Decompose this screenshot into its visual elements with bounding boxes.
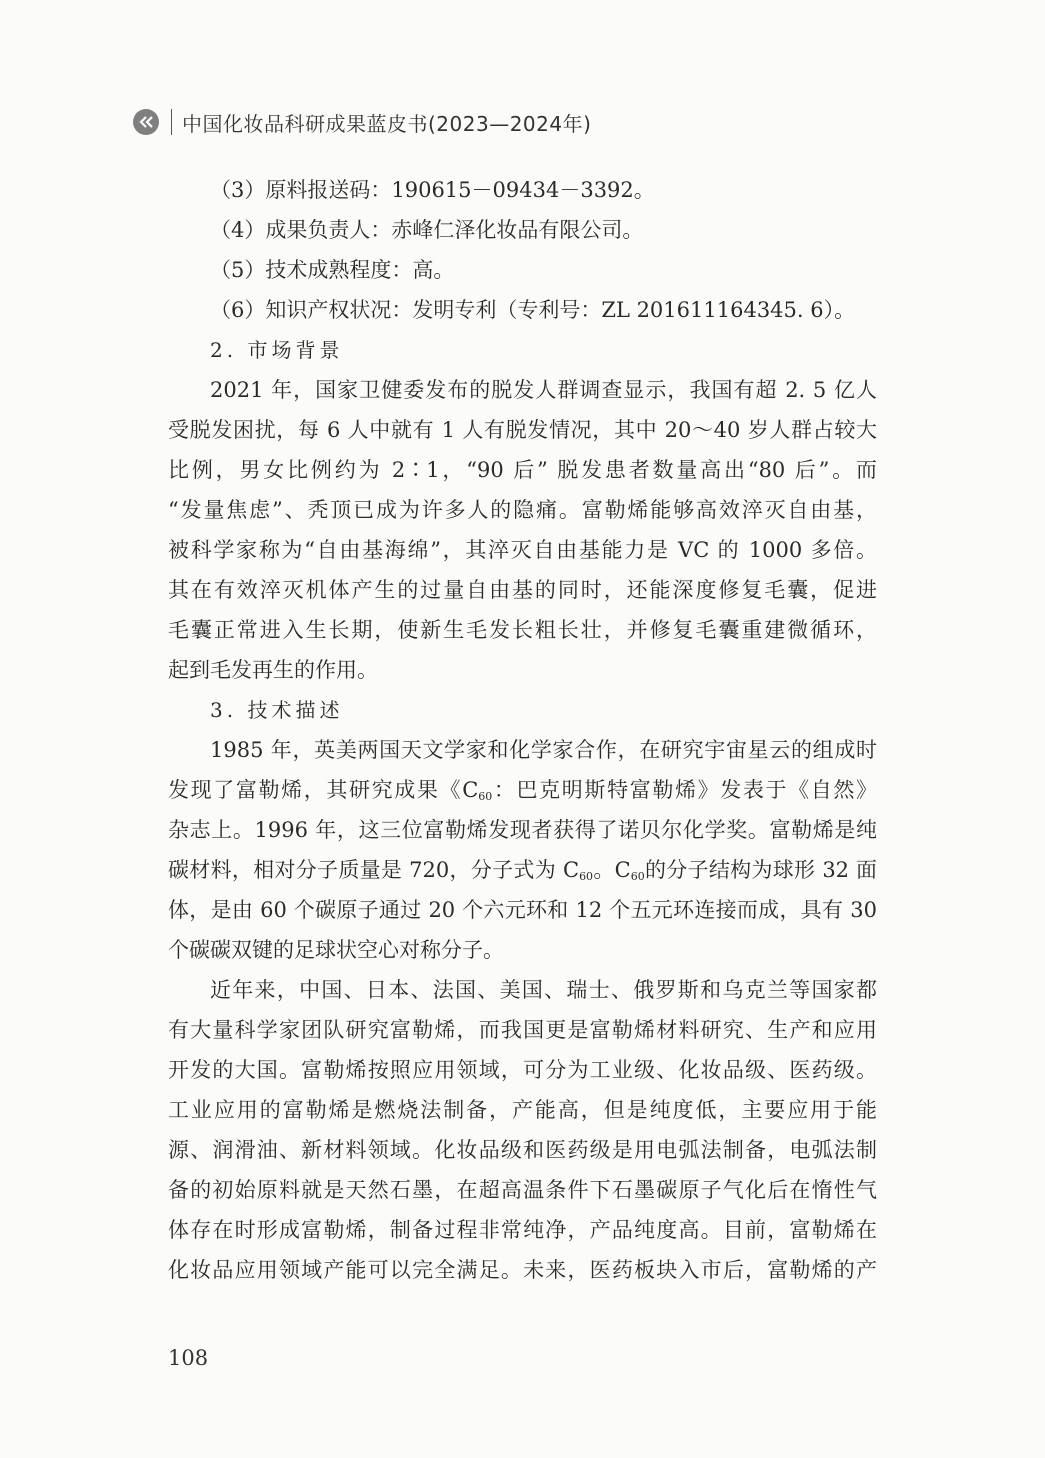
paragraph-line: 毛囊正常进入生长期，使新生毛发长粗长壮，并修复毛囊重建微循环， — [168, 618, 877, 642]
paragraph-line: 化妆品应用领域产能可以完全满足。未来，医药板块入市后，富勒烯的产 — [168, 1258, 877, 1282]
list-item-3: （3）原料报送码：190615－09434－3392。 — [210, 178, 655, 202]
paragraph-line: 有大量科学家团队研究富勒烯，而我国更是富勒烯材料研究、生产和应用 — [168, 1018, 877, 1042]
page-body — [168, 170, 877, 1290]
double-chevron-left-icon — [133, 109, 159, 135]
paragraph-line: 碳材料，相对分子质量是 720，分子式为 $C_{60}$。$C_{60}$的分子结构为球形 32 面 — [168, 858, 877, 883]
paragraph-line: 起到毛发再生的作用。 — [168, 658, 378, 682]
list-item-4: （4）成果负责人：赤峰仁泽化妆品有限公司。 — [210, 218, 644, 242]
paragraph-line: 杂志上。1996 年，这三位富勒烯发现者获得了诺贝尔化学奖。富勒烯是纯 — [168, 818, 877, 842]
paragraph-tech — [168, 730, 877, 970]
paragraph-line: 备的初始原料就是天然石墨，在超高温条件下石墨碳原子气化后在惰性气 — [168, 1178, 877, 1202]
paragraph-line: 受脱发困扰，每 6 人中就有 1 人有脱发情况，其中 20～40 岁人群占较大 — [168, 418, 877, 442]
paragraph-line: 体，是由 60 个碳原子通过 20 个六元环和 12 个五元环连接而成，具有 30 — [168, 898, 877, 922]
paragraph-line: 2021 年，国家卫健委发布的脱发人群调查显示，我国有超 2. 5 亿人 — [210, 378, 877, 402]
paragraph-line: 工业应用的富勒烯是燃烧法制备，产能高，但是纯度低，主要应用于能 — [168, 1098, 877, 1122]
paragraph-line: 开发的大国。富勒烯按照应用领域，可分为工业级、化妆品级、医药级。 — [168, 1058, 877, 1082]
paragraph-line: 源、润滑油、新材料领域。化妆品级和医药级是用电弧法制备，电弧法制 — [168, 1138, 877, 1162]
book-title: 中国化妆品科研成果蓝皮书(2023—2024年) — [182, 111, 592, 136]
paragraph-line: 比例，男女比例约为 2∶1，“90 后” 脱发患者数量高出“80 后”。而 — [168, 458, 877, 482]
paragraph-line: “发量焦虑”、秃顶已成为许多人的隐痛。富勒烯能够高效淬灭自由基， — [168, 498, 877, 522]
paragraph-line: 发现了富勒烯，其研究成果《$C_{60}$：巴克明斯特富勒烯》发表于《自然》 — [168, 778, 877, 803]
paragraph-line: 被科学家称为“自由基海绵”，其淬灭自由基能力是 VC 的 1000 多倍。 — [168, 538, 877, 562]
header-divider — [171, 109, 172, 135]
paragraph-market — [168, 370, 877, 690]
list-item-5: （5）技术成熟程度：高。 — [210, 258, 455, 282]
running-header — [133, 104, 591, 140]
paragraph-line: 近年来，中国、日本、法国、美国、瑞士、俄罗斯和乌克兰等国家都 — [210, 978, 877, 1002]
page-number: 108 — [168, 1346, 209, 1370]
list-item-6: （6）知识产权状况：发明专利（专利号：ZL 201611164345. 6）。 — [210, 298, 856, 322]
paragraph-line: 个碳碳双键的足球状空心对称分子。 — [168, 938, 504, 962]
paragraph-line: 体存在时形成富勒烯，制备过程非常纯净，产品纯度高。目前，富勒烯在 — [168, 1218, 877, 1242]
section-heading-tech: 3. 技术描述 — [210, 698, 344, 722]
section-heading-market: 2. 市场背景 — [210, 338, 344, 362]
paragraph-line: 1985 年，英美两国天文学家和化学家合作，在研究宇宙星云的组成时 — [210, 738, 877, 762]
paragraph-line: 其在有效淬灭机体产生的过量自由基的同时，还能深度修复毛囊，促进 — [168, 578, 877, 602]
paragraph-industry — [168, 970, 877, 1290]
